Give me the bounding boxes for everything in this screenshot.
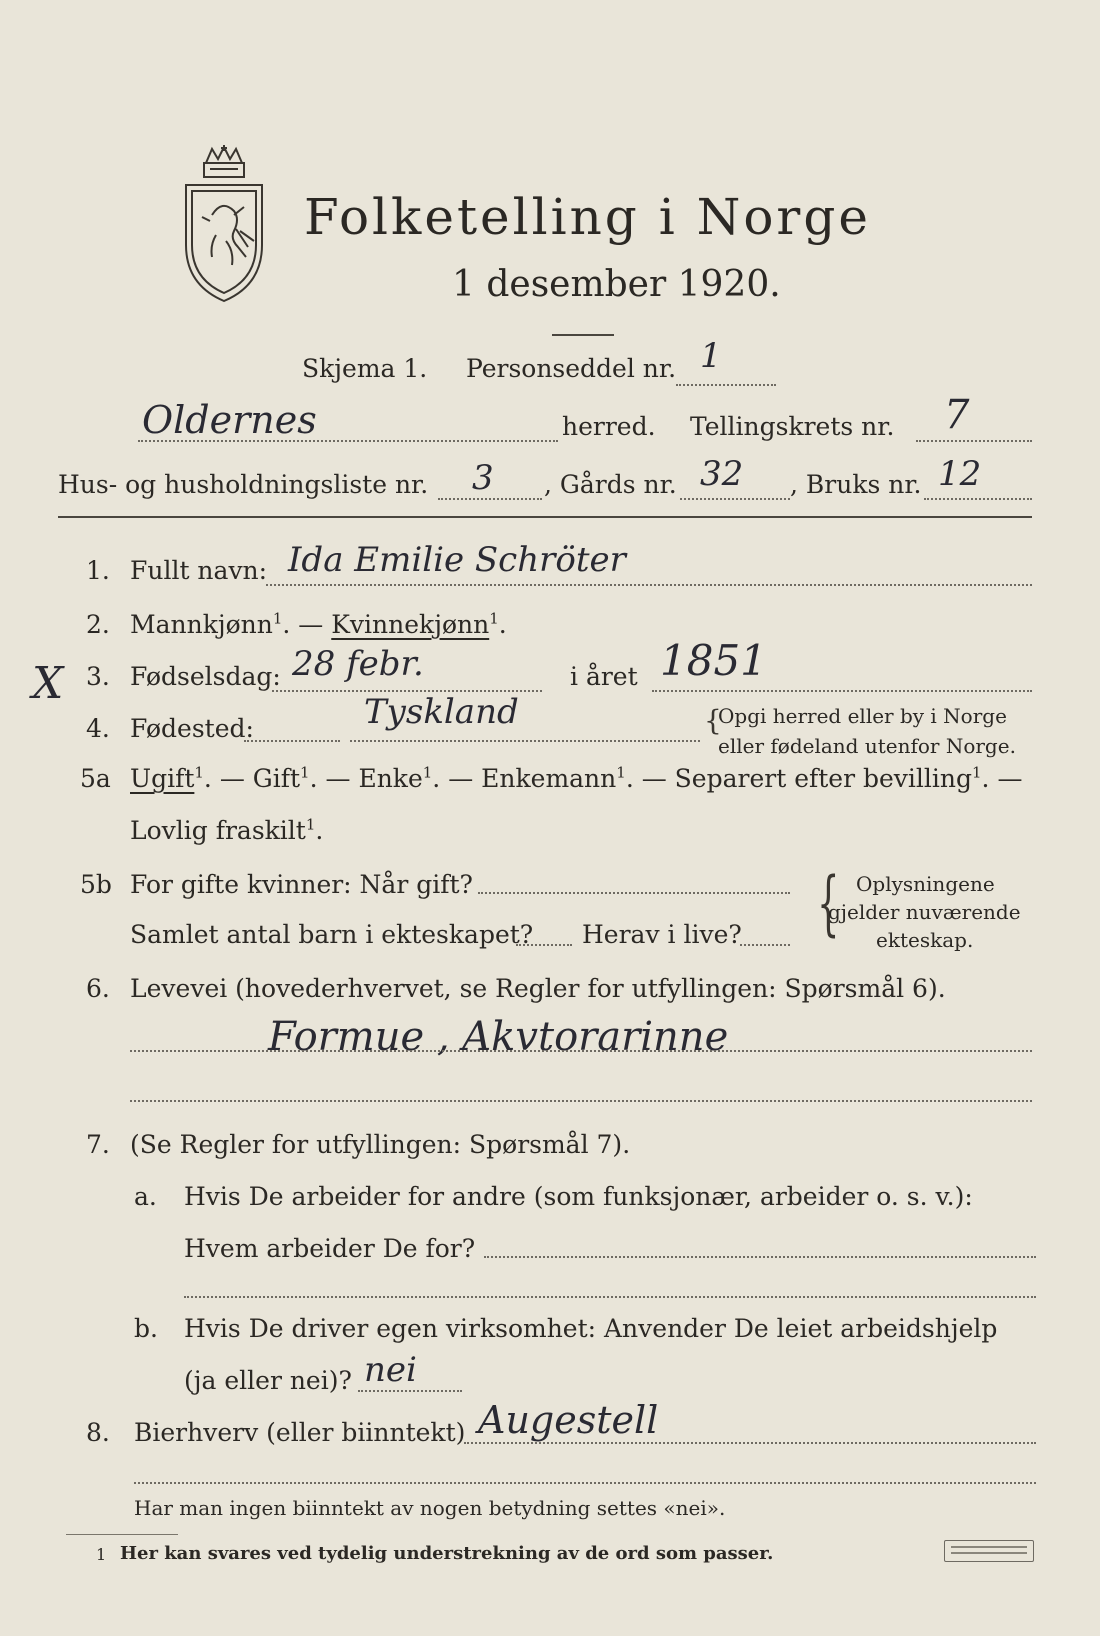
personseddel-value: 1: [700, 336, 722, 376]
q4-note-line2: eller fødeland utenfor Norge.: [718, 734, 1016, 758]
q2-options: [130, 610, 507, 639]
q8-value: Augestell: [478, 1398, 659, 1442]
q5b-note-line3: ekteskap.: [876, 928, 974, 952]
q5a-sup-5: 1: [972, 763, 982, 782]
q5a-sup-6: 1: [305, 815, 316, 834]
q6-value: Formue , Akvtorarinne: [268, 1014, 729, 1060]
q5b-note-line2: gjelder nuværende: [828, 900, 1021, 924]
bruks-line: [924, 498, 1032, 500]
census-date: 1 desember 1920.: [452, 264, 781, 305]
q2-number: 2.: [86, 610, 110, 639]
q2-female: Kvinnekjønn: [331, 610, 490, 639]
q5b-line2a: Samlet antal barn i ekteskapet?: [130, 920, 534, 949]
q5a-dash-3: —: [440, 764, 482, 793]
q8-line-1: [464, 1442, 1036, 1444]
q6-line-1: [130, 1050, 1032, 1052]
q8-line-2: [134, 1482, 1036, 1484]
q4-note-line1: Opgi herred eller by i Norge: [718, 704, 1007, 728]
tellingskrets-value: 7: [944, 392, 970, 438]
q5b-number: 5b: [80, 870, 112, 899]
q3-number: 3.: [86, 662, 110, 691]
norwegian-coat-of-arms-icon: [176, 145, 272, 305]
q7b-value: nei: [364, 1350, 417, 1390]
q4-label: Fødested:: [130, 714, 254, 743]
q5b-line1-dots: [478, 892, 790, 894]
q5a-number: 5a: [80, 764, 111, 793]
q5a-ugift: Ugift: [130, 764, 195, 793]
q5a-separert: Separert efter bevilling: [674, 764, 972, 793]
q5b-note-line1: Oplysningene: [856, 872, 995, 896]
q2-male-sup: 1: [272, 609, 283, 628]
q1-label: Fullt navn:: [130, 556, 268, 585]
q5a-dash-5: —: [989, 764, 1023, 793]
gards-label: , Gårds nr.: [544, 470, 677, 499]
printer-stamp: [944, 1540, 1034, 1562]
q4-value: Tyskland: [364, 692, 519, 732]
q5a-gift: Gift: [252, 764, 301, 793]
q5b-note-brace: {: [817, 862, 840, 944]
hus-line: [438, 498, 542, 500]
bruks-label: , Bruks nr.: [790, 470, 922, 499]
q1-value: Ida Emilie Schröter: [288, 540, 626, 580]
tellingskrets-label: Tellingskrets nr.: [690, 412, 895, 441]
q1-number: 1.: [86, 556, 110, 585]
q7a-number: a.: [134, 1182, 157, 1211]
q4-note-brace: {: [704, 704, 722, 737]
q2-end: .: [498, 610, 507, 639]
q3-year-label: i året: [570, 662, 638, 691]
q5b-line1: For gifte kvinner: Når gift?: [130, 870, 473, 899]
q7b-line1: Hvis De driver egen virksomhet: Anvender De leiet arbeidshjelp: [184, 1314, 998, 1343]
hus-label: Hus- og husholdningsliste nr.: [58, 470, 429, 499]
q5a-sup-3: 1: [422, 763, 433, 782]
q5a-enke: Enke: [358, 764, 423, 793]
q5a-dash-1: —: [211, 764, 253, 793]
bruks-value: 12: [938, 454, 982, 494]
tellingskrets-line: [916, 440, 1032, 442]
q8-number: 8.: [86, 1418, 110, 1447]
q5a-dot-1: .: [203, 764, 212, 793]
q3-label: Fødselsdag:: [130, 662, 281, 691]
herred-label: herred.: [562, 412, 656, 441]
footnote-text: Her kan svares ved tydelig understrekning av de ord som passer.: [120, 1543, 774, 1564]
hus-value: 3: [472, 458, 494, 498]
q7b-number: b.: [134, 1314, 158, 1343]
gards-line: [680, 498, 790, 500]
q3-value: 28 febr.: [292, 644, 424, 684]
q3-year-value: 1851: [660, 636, 767, 685]
q1-line: [266, 584, 1032, 586]
q7b-line2: (ja eller nei)?: [184, 1366, 352, 1395]
q7-number: 7.: [86, 1130, 110, 1159]
q2-sep: . —: [282, 610, 332, 639]
bleed-through-text: [420, 96, 426, 120]
nei-note: Har man ingen biinntekt av nogen betydning settes «nei».: [134, 1496, 726, 1520]
title-divider: [552, 334, 614, 336]
q5a-fraskilt-row: [130, 816, 323, 845]
gards-value: 32: [700, 454, 744, 494]
q2-male: Mannkjønn: [130, 610, 273, 639]
q5a-dash-2: —: [317, 764, 359, 793]
q5a-fraskilt: Lovlig fraskilt: [130, 816, 306, 845]
q5a-dot-6: .: [315, 816, 324, 845]
q4-line-b: [350, 740, 700, 742]
q7a-line2: Hvem arbeider De for?: [184, 1234, 476, 1263]
q7a-line1: Hvis De arbeider for andre (som funksjonær, arbeider o. s. v.):: [184, 1182, 973, 1211]
q5a-sup-2: 1: [300, 763, 310, 782]
q2-female-sup: 1: [489, 609, 499, 628]
footnote-number: 1: [96, 1545, 107, 1564]
q7-label: (Se Regler for utfyllingen: Spørsmål 7).: [130, 1130, 631, 1159]
q5a-dot-2: .: [309, 764, 318, 793]
form-title: Folketelling i Norge: [304, 188, 871, 246]
q5a-dot-3: .: [432, 764, 441, 793]
herred-value: Oldernes: [142, 398, 317, 442]
q5a-sup-1: 1: [194, 763, 204, 782]
q7a-line-2: [184, 1296, 1036, 1298]
q6-number: 6.: [86, 974, 110, 1003]
q6-label: Levevei (hovederhvervet, se Regler for utfyllingen: Spørsmål 6).: [130, 974, 946, 1003]
personseddel-line: [676, 384, 776, 386]
q5a-enkemann: Enkemann: [481, 764, 617, 793]
q4-line-a: [244, 740, 340, 742]
q5a-dash-4: —: [633, 764, 675, 793]
q7a-line-1: [484, 1256, 1036, 1258]
personseddel-label: Personseddel nr.: [466, 354, 677, 383]
q5a-options: [130, 764, 1022, 793]
q5a-dot-5: .: [981, 764, 990, 793]
q5b-line2b: Herav i live?: [582, 920, 742, 949]
q5a-dot-4: .: [625, 764, 634, 793]
margin-x-mark: X: [32, 658, 64, 709]
q3-year-line: [652, 690, 1032, 692]
q5b-line2a-dots: [516, 944, 572, 946]
q8-label: Bierhverv (eller biinntekt): [134, 1418, 466, 1447]
q6-line-2: [130, 1100, 1032, 1102]
q7b-line: [358, 1390, 462, 1392]
q5b-line2b-dots: [740, 944, 790, 946]
q5a-sup-4: 1: [616, 763, 626, 782]
footnote-divider: [66, 1534, 178, 1535]
skjema-label: Skjema 1.: [302, 354, 428, 383]
q4-number: 4.: [86, 714, 110, 743]
header-divider: [58, 516, 1032, 518]
